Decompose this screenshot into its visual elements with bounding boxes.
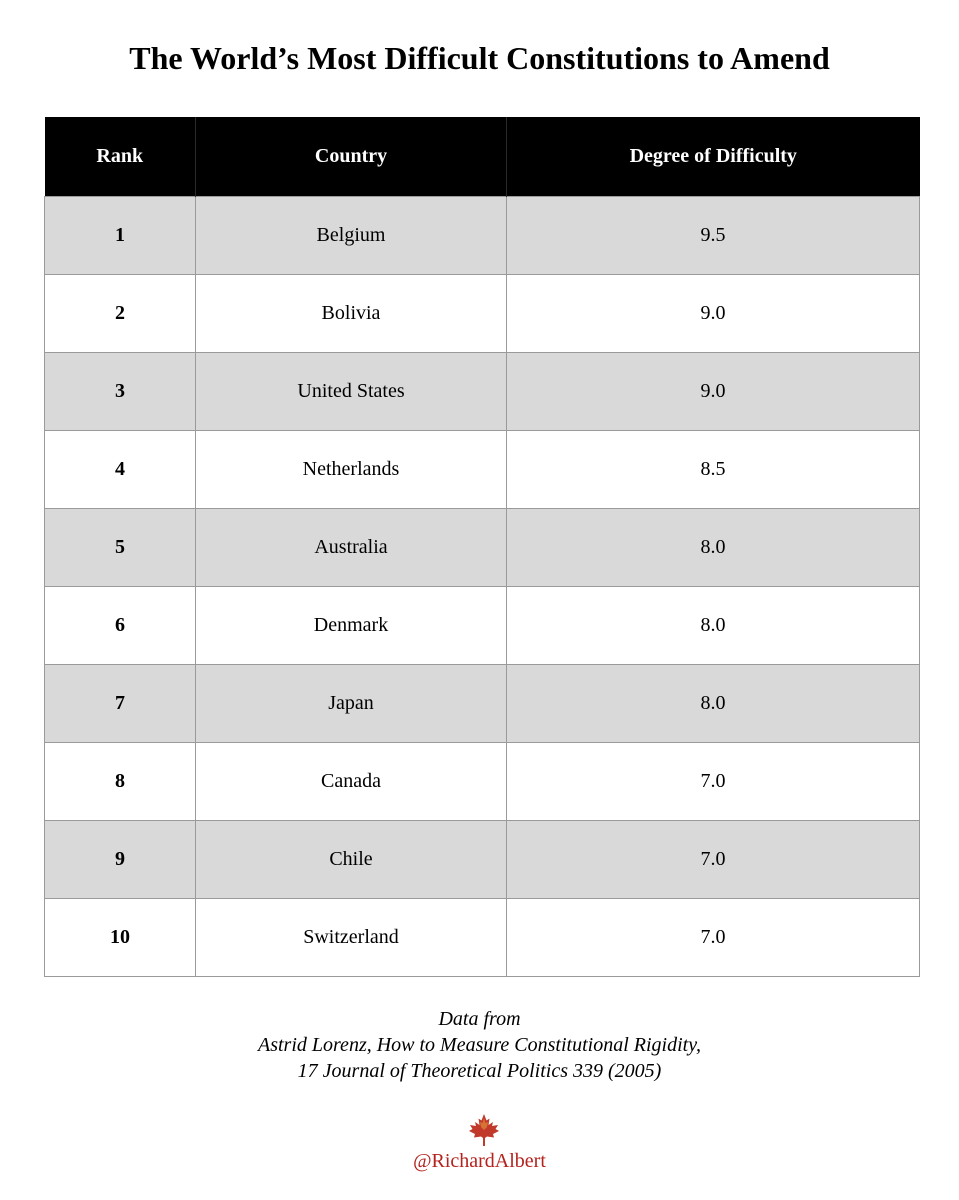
table-row	[45, 587, 920, 665]
rank-cell: 9	[45, 821, 196, 899]
table-row	[45, 353, 920, 431]
table-row	[45, 899, 920, 977]
column-header-difficulty: Degree of Difficulty	[507, 117, 920, 197]
rank-cell: 2	[45, 275, 196, 353]
page-title: The World’s Most Difficult Constitutions to Amend	[129, 40, 830, 76]
table-row	[45, 821, 920, 899]
table-row	[45, 275, 920, 353]
rank-cell: 5	[45, 509, 196, 587]
source-line-1: Data from	[438, 1008, 521, 1030]
difficulty-cell: 7.0	[507, 821, 920, 899]
country-cell: Bolivia	[196, 275, 507, 353]
table-row	[45, 197, 920, 275]
rank-cell: 8	[45, 743, 196, 821]
table-header-row	[45, 117, 920, 197]
source-citation	[0, 1006, 959, 1084]
table-body	[45, 197, 920, 977]
country-cell: Belgium	[196, 197, 507, 275]
maple-leaf-icon	[466, 1112, 502, 1148]
rank-cell: 1	[45, 197, 196, 275]
column-header-rank: Rank	[45, 117, 196, 197]
country-cell: Australia	[196, 509, 507, 587]
difficulty-cell: 9.0	[507, 275, 920, 353]
difficulty-cell: 8.0	[507, 509, 920, 587]
country-cell: Netherlands	[196, 431, 507, 509]
column-header-country: Country	[196, 117, 507, 197]
difficulty-cell: 8.5	[507, 431, 920, 509]
country-cell: Switzerland	[196, 899, 507, 977]
table-row	[45, 431, 920, 509]
rank-cell: 3	[45, 353, 196, 431]
difficulty-cell: 7.0	[507, 899, 920, 977]
difficulty-cell: 9.5	[507, 197, 920, 275]
table-row	[45, 509, 920, 587]
difficulty-cell: 7.0	[507, 743, 920, 821]
rank-cell: 4	[45, 431, 196, 509]
source-line-3: 17 Journal of Theoretical Politics 339 (2005)	[297, 1060, 662, 1082]
difficulty-table	[44, 117, 920, 977]
difficulty-cell: 8.0	[507, 587, 920, 665]
country-cell: Canada	[196, 743, 507, 821]
country-cell: United States	[196, 353, 507, 431]
table-row	[45, 743, 920, 821]
difficulty-cell: 9.0	[507, 353, 920, 431]
source-line-2: Astrid Lorenz, How to Measure Constitutional Rigidity,	[258, 1034, 701, 1056]
rank-cell: 7	[45, 665, 196, 743]
rank-cell: 10	[45, 899, 196, 977]
country-cell: Chile	[196, 821, 507, 899]
country-cell: Denmark	[196, 587, 507, 665]
difficulty-cell: 8.0	[507, 665, 920, 743]
author-handle[interactable]: @RichardAlbert	[413, 1150, 546, 1172]
country-cell: Japan	[196, 665, 507, 743]
table-row	[45, 665, 920, 743]
rank-cell: 6	[45, 587, 196, 665]
